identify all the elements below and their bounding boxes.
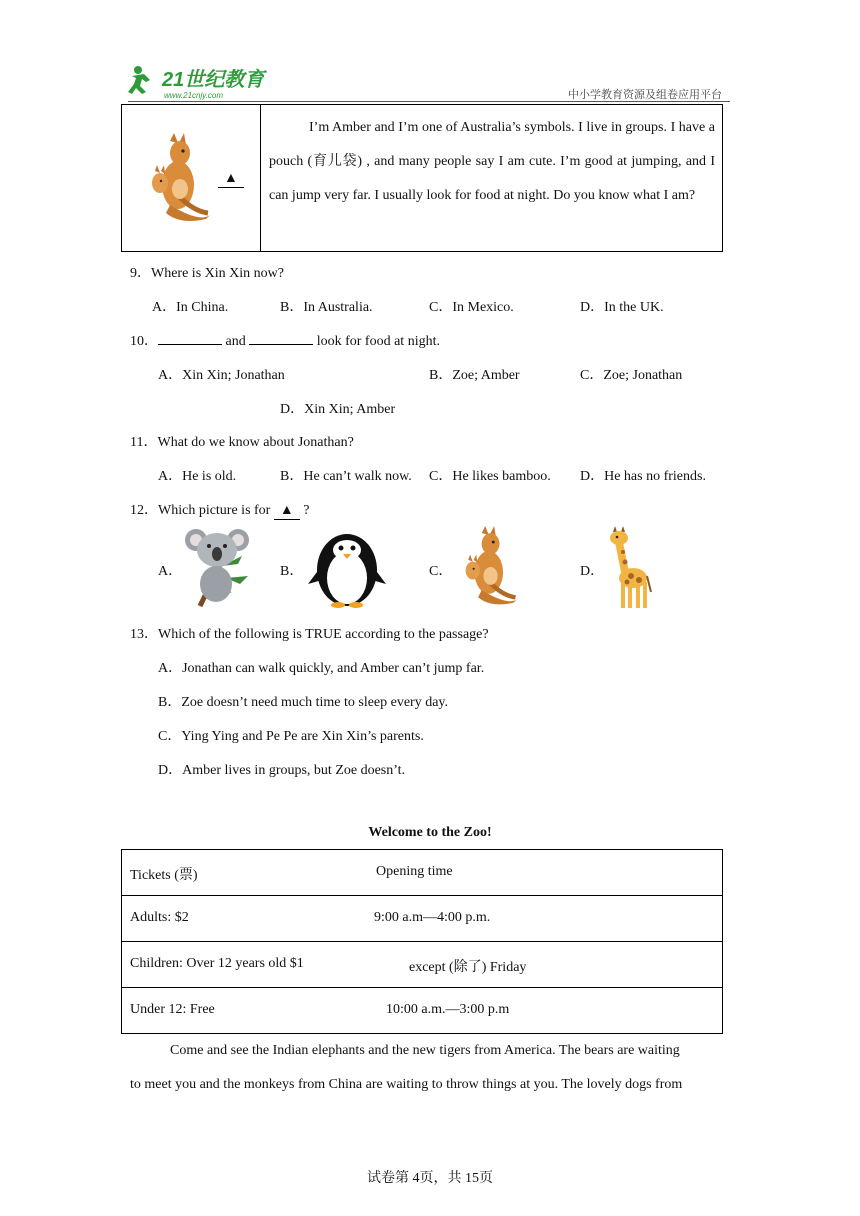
table-row	[122, 988, 723, 1034]
page-number: 试卷第 4页，共 15页	[367, 1171, 493, 1186]
q11-option-a[interactable]: A．He is old.	[158, 469, 237, 484]
zoo-title: Welcome to the Zoo!	[368, 825, 492, 840]
q10-option-c[interactable]: C．Zoe; Jonathan	[580, 368, 683, 383]
q12-end: ?	[299, 503, 310, 518]
answer-marker	[218, 171, 244, 188]
q13-option-b[interactable]: B．Zoe doesn’t need much time to sleep every day.	[158, 695, 449, 710]
giraffe-icon[interactable]	[603, 526, 653, 615]
q12-option-c[interactable]: C．	[429, 564, 453, 579]
q10-option-a[interactable]: A．Xin Xin; Jonathan	[158, 368, 285, 383]
q11-option-d[interactable]: D．He has no friends.	[580, 469, 706, 484]
q11-option-c[interactable]: C．He likes bamboo.	[429, 469, 551, 484]
table-cell: Tickets (票)	[130, 868, 198, 883]
header-divider	[128, 101, 730, 102]
q9-stem: 9．Where is Xin Xin now?	[130, 266, 284, 281]
table-cell: Children: Over 12 years old $1	[130, 956, 304, 971]
q11-stem: 11．What do we know about Jonathan?	[130, 435, 354, 450]
q10-option-d[interactable]: D．Xin Xin; Amber	[280, 402, 396, 417]
table-cell: Opening time	[376, 864, 453, 879]
q10-blank-1[interactable]	[158, 330, 222, 345]
table-cell: Adults: $2	[130, 910, 189, 925]
q12-triangle-marker: ▲	[274, 503, 300, 520]
q10-mid: and	[222, 334, 250, 349]
table-row	[122, 896, 723, 942]
table-row	[122, 850, 723, 896]
q12-option-d[interactable]: D．	[580, 564, 605, 579]
zoo-passage-line-1: Come and see the Indian elephants and the new tigers from America. The bears are waiting	[170, 1043, 680, 1058]
site-logo	[128, 62, 268, 102]
q9-option-d[interactable]: D．In the UK.	[580, 300, 664, 315]
q12-stem	[130, 499, 309, 520]
q12-option-b[interactable]: B．	[280, 564, 304, 579]
header-platform-text: 中小学教育资源及组卷应用平台	[568, 89, 722, 101]
kangaroo-icon[interactable]	[454, 526, 520, 613]
table-cell: 9:00 a.m—4:00 p.m.	[374, 910, 491, 925]
q10-blank-2[interactable]	[249, 330, 313, 345]
box-divider	[260, 105, 261, 251]
q10-option-b[interactable]: B．Zoe; Amber	[429, 368, 520, 383]
triangle-marker: ▲	[218, 171, 244, 188]
q9-option-c[interactable]: C．In Mexico.	[429, 300, 514, 315]
logo-url: www.21cnjy.com	[164, 91, 223, 100]
q9-option-b[interactable]: B．In Australia.	[280, 300, 373, 315]
koala-icon[interactable]	[182, 526, 252, 613]
table-row	[122, 942, 723, 988]
q9-option-a[interactable]: A．In China.	[152, 300, 229, 315]
kangaroo-icon	[140, 133, 212, 230]
q13-option-d[interactable]: D．Amber lives in groups, but Zoe doesn’t.	[158, 763, 406, 778]
q10-number: 10．	[130, 334, 158, 349]
q13-option-a[interactable]: A．Jonathan can walk quickly, and Amber can’t jump far.	[158, 661, 485, 676]
amber-description-box	[121, 104, 723, 252]
q13-option-c[interactable]: C．Ying Ying and Pe Pe are Xin Xin’s parents.	[158, 729, 424, 744]
zoo-passage-line-2: to meet you and the monkeys from China are waiting to throw things at you. The lovely dogs from	[130, 1077, 683, 1092]
q10-stem	[130, 330, 440, 350]
q10-end: look for food at night.	[313, 334, 440, 349]
q11-option-b[interactable]: B．He can’t walk now.	[280, 469, 412, 484]
logo-text: 21世纪教育	[162, 69, 265, 91]
table-cell: except (除了) Friday	[409, 960, 527, 975]
q12-stem-text: 12．Which picture is for	[130, 503, 274, 518]
amber-passage: I’m Amber and I’m one of Australia’s symbols. I live in groups. I have a pouch (育儿袋) , and many people say I am cute. I’m good at jumping, and I can jump very far. I usually look for food at night. Do you know what I am?	[269, 120, 715, 203]
q13-stem: 13．Which of the following is TRUE according to the passage?	[130, 627, 489, 642]
table-cell: 10:00 a.m.—3:00 p.m	[386, 1002, 510, 1017]
zoo-info-table	[121, 849, 723, 1034]
penguin-icon[interactable]	[306, 528, 388, 613]
q12-option-a[interactable]: A．	[158, 564, 183, 579]
table-cell: Under 12: Free	[130, 1002, 215, 1017]
